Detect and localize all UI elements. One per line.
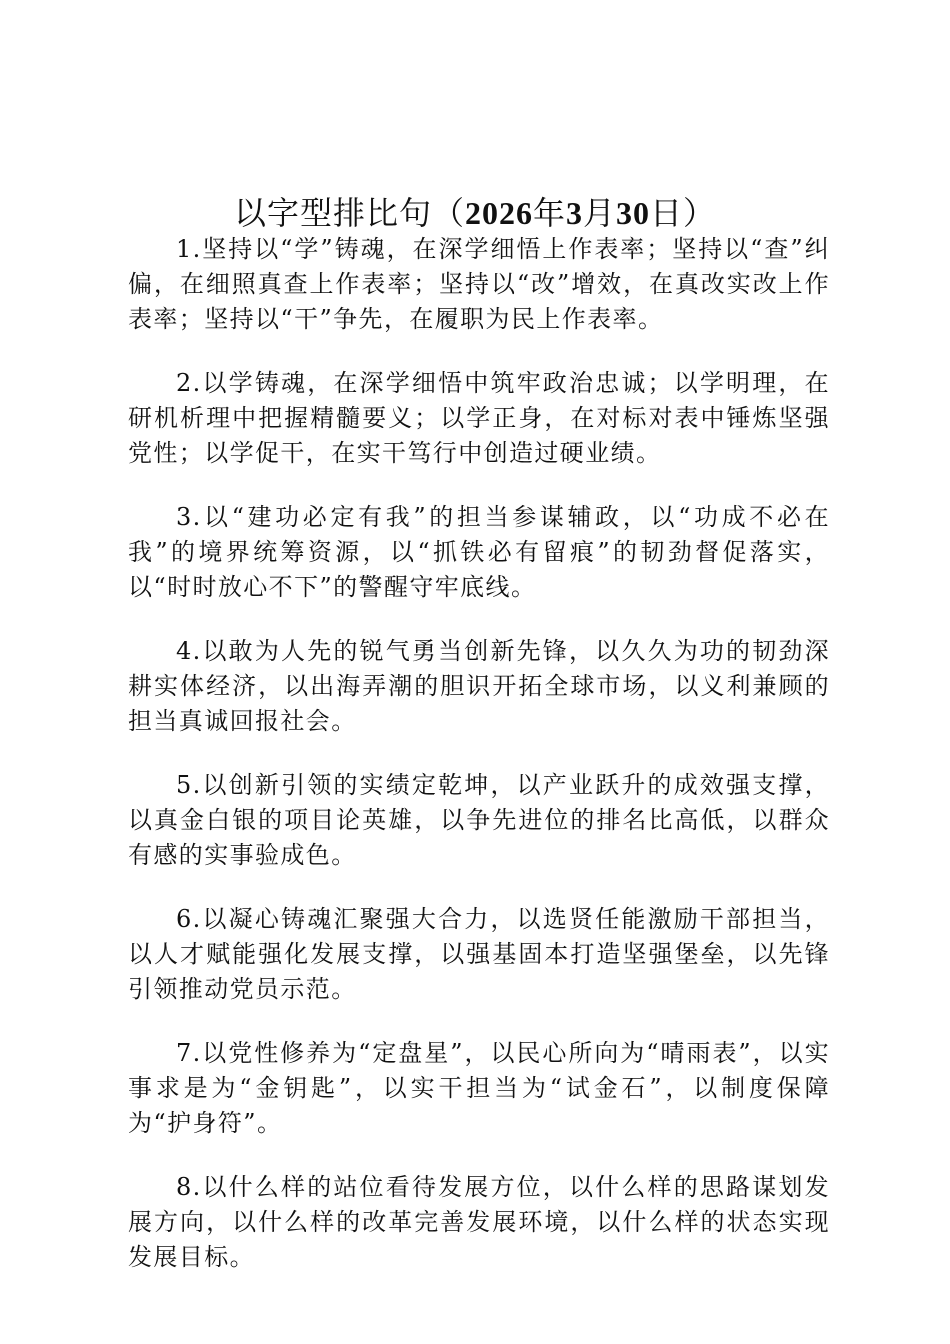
title-month: 3 [566, 195, 583, 232]
title-day: 30 [616, 195, 651, 232]
paragraph-1: 1.坚持以“学”铸魂，在深学细悟上作表率；坚持以“查”纠偏，在细照真查上作表率；坚持以“改”增效，在真改实改上作表率；坚持以“干”争先，在履职为民上作表率。 [128, 235, 830, 333]
paragraph-2: 2.以学铸魂，在深学细悟中筑牢政治忠诚；以学明理，在研机析理中把握精髓要义；以学正身，在对标对表中锤炼坚强党性；以学促干，在实干笃行中创造过硬业绩。 [128, 369, 830, 467]
title-prefix: 以字型排比句（ [233, 194, 465, 233]
title-month-unit: 月 [583, 194, 617, 233]
document-body [128, 232, 830, 1304]
paragraph-3: 3.以“建功必定有我”的担当参谋辅政，以“功成不必在我”的境界统筹资源，以“抓铁必有留痕”的韧劲督促落实，以“时时放心不下”的警醒守牢底线。 [128, 503, 830, 601]
paragraph-8: 8.以什么样的站位看待发展方位，以什么样的思路谋划发展方向，以什么样的改革完善发展环境，以什么样的状态实现发展目标。 [128, 1173, 830, 1271]
paragraph-6: 6.以凝心铸魂汇聚强大合力，以选贤任能激励干部担当，以人才赋能强化发展支撑，以强基固本打造坚强堡垒，以先锋引领推动党员示范。 [128, 905, 830, 1003]
paragraph-4: 4.以敢为人先的锐气勇当创新先锋，以久久为功的韧劲深耕实体经济，以出海弄潮的胆识开拓全球市场，以义利兼顾的担当真诚回报社会。 [128, 637, 830, 735]
title-day-unit: 日） [650, 194, 717, 233]
title-year-unit: 年 [532, 194, 566, 233]
document-title [0, 191, 950, 235]
paragraph-7: 7.以党性修养为“定盘星”，以民心所向为“晴雨表”，以实事求是为“金钥匙”，以实干担当为“试金石”，以制度保障为“护身符”。 [128, 1039, 830, 1137]
paragraph-5: 5.以创新引领的实绩定乾坤，以产业跃升的成效强支撑，以真金白银的项目论英雄，以争先进位的排名比高低，以群众有感的实事验成色。 [128, 771, 830, 869]
title-year: 2026 [464, 195, 533, 232]
